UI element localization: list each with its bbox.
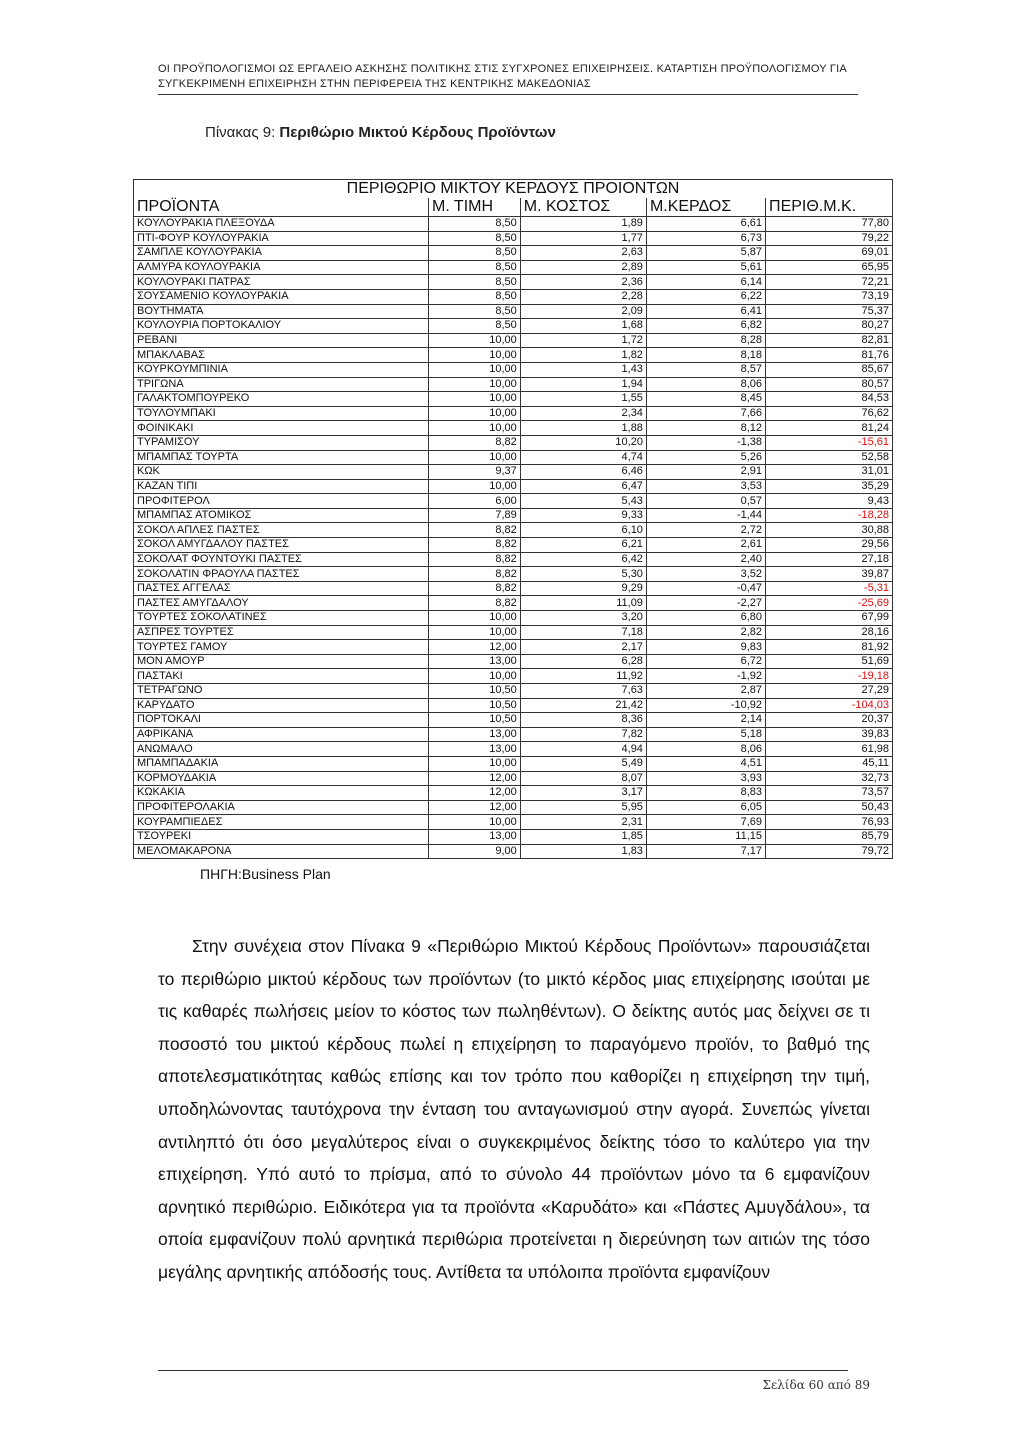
value-cell: 8,82 xyxy=(429,552,521,567)
value-cell: 8,50 xyxy=(429,289,521,304)
product-name-cell: ΚΑΡΥΔΑΤΟ xyxy=(134,698,429,713)
value-cell: 28,16 xyxy=(766,625,893,640)
value-cell: 10,00 xyxy=(429,669,521,684)
value-cell: 67,99 xyxy=(766,611,893,626)
value-cell: -104,03 xyxy=(766,698,893,713)
table-row xyxy=(134,654,893,669)
table-row xyxy=(134,742,893,757)
value-cell: 1,82 xyxy=(520,348,646,363)
table-row xyxy=(134,640,893,655)
value-cell: 31,01 xyxy=(766,465,893,480)
value-cell: 1,68 xyxy=(520,319,646,334)
table-row xyxy=(134,756,893,771)
table-row xyxy=(134,698,893,713)
value-cell: 6,61 xyxy=(646,217,765,232)
value-cell: 4,94 xyxy=(520,742,646,757)
caption-prefix: Πίνακας 9: xyxy=(205,124,280,141)
value-cell: 1,94 xyxy=(520,377,646,392)
value-cell: 7,89 xyxy=(429,508,521,523)
product-name-cell: ΡΕΒΑΝΙ xyxy=(134,333,429,348)
value-cell: 12,00 xyxy=(429,800,521,815)
product-name-cell: ΑΣΠΡΕΣ ΤΟΥΡΤΕΣ xyxy=(134,625,429,640)
product-name-cell: ΚΟΥΛΟΥΡΑΚΙ ΠΑΤΡΑΣ xyxy=(134,275,429,290)
value-cell: 13,00 xyxy=(429,654,521,669)
value-cell: 72,21 xyxy=(766,275,893,290)
table-row xyxy=(134,508,893,523)
table-row xyxy=(134,333,893,348)
product-name-cell: ΠΑΣΤΕΣ ΑΓΓΕΛΑΣ xyxy=(134,581,429,596)
product-name-cell: ΤΟΥΡΤΕΣ ΓΑΜΟΥ xyxy=(134,640,429,655)
paragraph-text: Στην συνέχεια στον Πίνακα 9 «Περιθώριο Μικτού Κέρδους Προϊόντων» παρουσιάζεται το περιθώριο μικτού κέρδους των προϊόντων (το μικτό κέρδος μιας επιχείρησης ισούται με τις καθαρές πωλήσεις μείον το κόστος των πωληθέντων). Ο δείκτης αυτός μας δείχνει σε τι ποσοστό του μικτού κέρδους πωλεί η επιχείρηση το παραγόμενο προϊόν, το βαθμό της αποτελεσματικότητας καθώς επίσης και τον τρόπο που καθορίζει η επιχείρηση την τιμή, υποδηλώνοντας ταυτόχρονα την ένταση του ανταγωνισμού στην αγορά. Συνεπώς γίνεται αντιληπτό ότι όσο μεγαλύτερος είναι ο συγκεκριμένος δείκτης τόσο το καλύτερο για την επιχείρηση. Υπό αυτό το πρίσμα, από το σύνολο 44 προϊόντων μόνο τα 6 εμφανίζουν αρνητικό περιθώριο. Ειδικότερα για τα προϊόντα «Καρυδάτο» και «Πάστες Αμυγδάλου», τα οποία εμφανίζουν πολύ αρνητικά περιθώρια προτείνεται η διερεύνηση των αιτιών της τόσο μεγάλης αρνητικής απόδοσής τους. Αντίθετα τα υπόλοιπα προϊόντα εμφανίζουν xyxy=(158,936,870,1282)
value-cell: -18,28 xyxy=(766,508,893,523)
value-cell: 80,27 xyxy=(766,319,893,334)
value-cell: 65,95 xyxy=(766,260,893,275)
value-cell: 84,53 xyxy=(766,392,893,407)
product-name-cell: ΣΟΥΣΑΜΕΝΙΟ ΚΟΥΛΟΥΡΑΚΙΑ xyxy=(134,289,429,304)
value-cell: 8,82 xyxy=(429,523,521,538)
value-cell: 9,37 xyxy=(429,465,521,480)
value-cell: 12,00 xyxy=(429,771,521,786)
product-name-cell: ΠΑΣΤΑΚΙ xyxy=(134,669,429,684)
value-cell: 85,67 xyxy=(766,362,893,377)
product-name-cell: ΤΟΥΡΤΕΣ ΣΟΚΟΛΑΤΙΝΕΣ xyxy=(134,611,429,626)
value-cell: 21,42 xyxy=(520,698,646,713)
value-cell: 30,88 xyxy=(766,523,893,538)
value-cell: 69,01 xyxy=(766,246,893,261)
table-row xyxy=(134,596,893,611)
product-name-cell: ΦΟΙΝΙΚΑΚΙ xyxy=(134,421,429,436)
value-cell: 10,50 xyxy=(429,713,521,728)
product-name-cell: ΚΟΥΛΟΥΡΙΑ ΠΟΡΤΟΚΑΛΙΟΥ xyxy=(134,319,429,334)
value-cell: -25,69 xyxy=(766,596,893,611)
value-cell: 20,37 xyxy=(766,713,893,728)
table-row xyxy=(134,567,893,582)
value-cell: 13,00 xyxy=(429,727,521,742)
product-name-cell: ΓΑΛΑΚΤΟΜΠΟΥΡΕΚΟ xyxy=(134,392,429,407)
value-cell: 3,93 xyxy=(646,771,765,786)
page-number: Σελίδα 60 από 89 xyxy=(762,1378,870,1392)
value-cell: 76,93 xyxy=(766,815,893,830)
product-name-cell: ΚΟΡΜΟΥΔΑΚΙΑ xyxy=(134,771,429,786)
value-cell: 6,10 xyxy=(520,523,646,538)
value-cell: 6,21 xyxy=(520,538,646,553)
table-row xyxy=(134,494,893,509)
value-cell: 1,77 xyxy=(520,231,646,246)
table-row xyxy=(134,231,893,246)
table-row xyxy=(134,421,893,436)
value-cell: 8,50 xyxy=(429,217,521,232)
value-cell: 6,41 xyxy=(646,304,765,319)
value-cell: 10,50 xyxy=(429,684,521,699)
value-cell: 1,88 xyxy=(520,421,646,436)
value-cell: -1,44 xyxy=(646,508,765,523)
running-header xyxy=(158,62,858,95)
value-cell: 2,36 xyxy=(520,275,646,290)
table-row xyxy=(134,538,893,553)
table-row xyxy=(134,304,893,319)
value-cell: 3,52 xyxy=(646,567,765,582)
value-cell: 8,50 xyxy=(429,231,521,246)
value-cell: 5,95 xyxy=(520,800,646,815)
value-cell: 80,57 xyxy=(766,377,893,392)
value-cell: 10,00 xyxy=(429,377,521,392)
value-cell: 6,22 xyxy=(646,289,765,304)
value-cell: 39,87 xyxy=(766,567,893,582)
value-cell: 52,58 xyxy=(766,450,893,465)
table-row xyxy=(134,246,893,261)
table-row xyxy=(134,377,893,392)
value-cell: 10,00 xyxy=(429,392,521,407)
product-name-cell: ΒΟΥΤΗΜΑΤΑ xyxy=(134,304,429,319)
product-name-cell: ΣΑΜΠΛΕ ΚΟΥΛΟΥΡΑΚΙΑ xyxy=(134,246,429,261)
value-cell: 2,40 xyxy=(646,552,765,567)
value-cell: 10,00 xyxy=(429,450,521,465)
value-cell: 2,89 xyxy=(520,260,646,275)
value-cell: 13,00 xyxy=(429,742,521,757)
product-name-cell: ΤΣΟΥΡΕΚΙ xyxy=(134,829,429,844)
table-row xyxy=(134,465,893,480)
value-cell: 2,82 xyxy=(646,625,765,640)
value-cell: 6,14 xyxy=(646,275,765,290)
value-cell: 7,63 xyxy=(520,684,646,699)
value-cell: 4,74 xyxy=(520,450,646,465)
value-cell: 82,81 xyxy=(766,333,893,348)
value-cell: 1,43 xyxy=(520,362,646,377)
table-row xyxy=(134,435,893,450)
value-cell: 10,00 xyxy=(429,406,521,421)
value-cell: 8,50 xyxy=(429,275,521,290)
value-cell: -2,27 xyxy=(646,596,765,611)
column-header: ΠΡΟΪΟΝΤΑ xyxy=(134,198,429,217)
value-cell: 10,00 xyxy=(429,348,521,363)
value-cell: 3,20 xyxy=(520,611,646,626)
value-cell: 2,87 xyxy=(646,684,765,699)
value-cell: 1,89 xyxy=(520,217,646,232)
column-header: Μ. ΚΟΣΤΟΣ xyxy=(520,198,646,217)
value-cell: 5,18 xyxy=(646,727,765,742)
product-name-cell: ΚΩΚ xyxy=(134,465,429,480)
column-header: ΠΕΡΙΘ.Μ.Κ. xyxy=(766,198,893,217)
table-header-row xyxy=(134,198,893,217)
table-row xyxy=(134,829,893,844)
product-name-cell: ΠΑΣΤΕΣ ΑΜΥΓΔΑΛΟΥ xyxy=(134,596,429,611)
product-name-cell: ΤΕΤΡΑΓΩΝΟ xyxy=(134,684,429,699)
table-row xyxy=(134,684,893,699)
value-cell: 8,50 xyxy=(429,246,521,261)
value-cell: 2,14 xyxy=(646,713,765,728)
value-cell: 27,18 xyxy=(766,552,893,567)
product-name-cell: ΠΟΡΤΟΚΑΛΙ xyxy=(134,713,429,728)
value-cell: 6,42 xyxy=(520,552,646,567)
value-cell: -15,61 xyxy=(766,435,893,450)
value-cell: 1,55 xyxy=(520,392,646,407)
product-name-cell: ΜΕΛΟΜΑΚΑΡΟΝΑ xyxy=(134,844,429,859)
caption-title: Περιθώριο Μικτού Κέρδους Προϊόντων xyxy=(279,124,556,141)
value-cell: 27,29 xyxy=(766,684,893,699)
value-cell: 13,00 xyxy=(429,829,521,844)
value-cell: 6,82 xyxy=(646,319,765,334)
value-cell: -19,18 xyxy=(766,669,893,684)
table-row xyxy=(134,581,893,596)
value-cell: 5,61 xyxy=(646,260,765,275)
value-cell: 8,06 xyxy=(646,377,765,392)
value-cell: 10,00 xyxy=(429,479,521,494)
value-cell: 79,72 xyxy=(766,844,893,859)
value-cell: 73,57 xyxy=(766,786,893,801)
product-name-cell: ΤΟΥΛΟΥΜΠΑΚΙ xyxy=(134,406,429,421)
value-cell: 81,24 xyxy=(766,421,893,436)
value-cell: 8,82 xyxy=(429,596,521,611)
value-cell: 8,83 xyxy=(646,786,765,801)
product-name-cell: ΤΡΙΓΩΝΑ xyxy=(134,377,429,392)
product-name-cell: ΚΟΥΡΑΜΠΙΕΔΕΣ xyxy=(134,815,429,830)
value-cell: 10,00 xyxy=(429,333,521,348)
value-cell: 11,92 xyxy=(520,669,646,684)
value-cell: 8,28 xyxy=(646,333,765,348)
value-cell: 61,98 xyxy=(766,742,893,757)
value-cell: 7,66 xyxy=(646,406,765,421)
table-row xyxy=(134,392,893,407)
value-cell: 2,09 xyxy=(520,304,646,319)
table-title: ΠΕΡΙΘΩΡΙΟ ΜΙΚΤΟΥ ΚΕΡΔΟΥΣ ΠΡΟΙΟΝΤΩΝ xyxy=(134,180,893,199)
value-cell: 29,56 xyxy=(766,538,893,553)
value-cell: 10,50 xyxy=(429,698,521,713)
value-cell: 6,72 xyxy=(646,654,765,669)
value-cell: 9,83 xyxy=(646,640,765,655)
value-cell: 5,49 xyxy=(520,756,646,771)
value-cell: 2,28 xyxy=(520,289,646,304)
table-row xyxy=(134,815,893,830)
value-cell: 8,36 xyxy=(520,713,646,728)
value-cell: -5,31 xyxy=(766,581,893,596)
table-row xyxy=(134,713,893,728)
value-cell: 8,82 xyxy=(429,567,521,582)
value-cell: 10,00 xyxy=(429,756,521,771)
value-cell: 1,83 xyxy=(520,844,646,859)
value-cell: 11,09 xyxy=(520,596,646,611)
value-cell: 2,34 xyxy=(520,406,646,421)
value-cell: 8,45 xyxy=(646,392,765,407)
table-row xyxy=(134,800,893,815)
value-cell: 8,06 xyxy=(646,742,765,757)
value-cell: 2,61 xyxy=(646,538,765,553)
table-row xyxy=(134,669,893,684)
value-cell: 10,00 xyxy=(429,362,521,377)
value-cell: -10,92 xyxy=(646,698,765,713)
value-cell: 3,17 xyxy=(520,786,646,801)
table-row xyxy=(134,625,893,640)
value-cell: 8,18 xyxy=(646,348,765,363)
product-name-cell: ΑΦΡΙΚΑΝΑ xyxy=(134,727,429,742)
header-line-2: ΣΥΓΚΕΚΡΙΜΕΝΗ ΕΠΙΧΕΙΡΗΣΗ ΣΤΗΝ ΠΕΡΙΦΕΡΕΙΑ ΤΗΣ ΚΕΝΤΡΙΚΗΣ ΜΑΚΕΔΟΝΙΑΣ xyxy=(158,78,591,90)
value-cell: 8,07 xyxy=(520,771,646,786)
value-cell: 8,12 xyxy=(646,421,765,436)
table-row xyxy=(134,450,893,465)
table-row xyxy=(134,406,893,421)
product-name-cell: ΑΝΩΜΑΛΟ xyxy=(134,742,429,757)
product-name-cell: ΣΟΚΟΛΑΤΙΝ ΦΡΑΟΥΛΑ ΠΑΣΤΕΣ xyxy=(134,567,429,582)
value-cell: 5,43 xyxy=(520,494,646,509)
value-cell: 8,50 xyxy=(429,260,521,275)
product-name-cell: ΚΩΚΑΚΙΑ xyxy=(134,786,429,801)
gross-margin-table xyxy=(133,179,893,859)
product-name-cell: ΜΠΑΜΠΑΣ ΤΟΥΡΤΑ xyxy=(134,450,429,465)
value-cell: 12,00 xyxy=(429,786,521,801)
value-cell: 45,11 xyxy=(766,756,893,771)
value-cell: -1,92 xyxy=(646,669,765,684)
column-header: Μ. ΤΙΜΗ xyxy=(429,198,521,217)
table-body xyxy=(134,217,893,859)
value-cell: 11,15 xyxy=(646,829,765,844)
product-name-cell: ΣΟΚΟΛΑΤ ΦΟΥΝΤΟΥΚΙ ΠΑΣΤΕΣ xyxy=(134,552,429,567)
value-cell: 7,17 xyxy=(646,844,765,859)
value-cell: 2,72 xyxy=(646,523,765,538)
value-cell: 7,69 xyxy=(646,815,765,830)
header-line-1: ΟΙ ΠΡΟΫΠΟΛΟΓΙΣΜΟΙ ΩΣ ΕΡΓΑΛΕΙΟ ΑΣΚΗΣΗΣ ΠΟΛΙΤΙΚΗΣ ΣΤΙΣ ΣΥΓΧΡΟΝΕΣ ΕΠΙΧΕΙΡΗΣΕΙΣ. ΚΑΤΑΡΤΙΣΗ ΠΡΟΫΠΟΛΟΓΙΣΜΟΥ ΓΙΑ xyxy=(158,63,847,75)
footer-divider xyxy=(158,1370,848,1371)
value-cell: 10,00 xyxy=(429,421,521,436)
value-cell: 1,72 xyxy=(520,333,646,348)
column-header: Μ.ΚΕΡΔΟΣ xyxy=(646,198,765,217)
product-name-cell: ΜΟΝ ΑΜΟΥΡ xyxy=(134,654,429,669)
value-cell: 76,62 xyxy=(766,406,893,421)
value-cell: 39,83 xyxy=(766,727,893,742)
value-cell: 10,20 xyxy=(520,435,646,450)
table-row xyxy=(134,611,893,626)
value-cell: 9,33 xyxy=(520,508,646,523)
product-name-cell: ΚΑΖΑΝ ΤΙΠΙ xyxy=(134,479,429,494)
value-cell: 7,18 xyxy=(520,625,646,640)
value-cell: 12,00 xyxy=(429,640,521,655)
value-cell: 79,22 xyxy=(766,231,893,246)
value-cell: 5,87 xyxy=(646,246,765,261)
value-cell: -1,38 xyxy=(646,435,765,450)
value-cell: 4,51 xyxy=(646,756,765,771)
product-name-cell: ΣΟΚΟΛ ΑΠΛΕΣ ΠΑΣΤΕΣ xyxy=(134,523,429,538)
value-cell: 8,57 xyxy=(646,362,765,377)
product-name-cell: ΜΠΑΚΛΑΒΑΣ xyxy=(134,348,429,363)
value-cell: 8,50 xyxy=(429,319,521,334)
value-cell: 6,73 xyxy=(646,231,765,246)
value-cell: 8,82 xyxy=(429,435,521,450)
value-cell: 51,69 xyxy=(766,654,893,669)
value-cell: 73,19 xyxy=(766,289,893,304)
table-row xyxy=(134,217,893,232)
value-cell: 9,43 xyxy=(766,494,893,509)
product-name-cell: ΠΡΟΦΙΤΕΡΟΛΑΚΙΑ xyxy=(134,800,429,815)
value-cell: 77,80 xyxy=(766,217,893,232)
table-row xyxy=(134,348,893,363)
value-cell: 10,00 xyxy=(429,611,521,626)
table-row xyxy=(134,275,893,290)
table-row xyxy=(134,260,893,275)
table-row xyxy=(134,552,893,567)
value-cell: 8,82 xyxy=(429,581,521,596)
value-cell: 35,29 xyxy=(766,479,893,494)
product-name-cell: ΚΟΥΡΚΟΥΜΠΙΝΙΑ xyxy=(134,362,429,377)
value-cell: 6,47 xyxy=(520,479,646,494)
table-row xyxy=(134,786,893,801)
product-name-cell: ΚΟΥΛΟΥΡΑΚΙΑ ΠΛΕΞΟΥΔΑ xyxy=(134,217,429,232)
table-row xyxy=(134,362,893,377)
table-row xyxy=(134,289,893,304)
table-row xyxy=(134,844,893,859)
value-cell: 6,46 xyxy=(520,465,646,480)
value-cell: 6,28 xyxy=(520,654,646,669)
value-cell: 2,17 xyxy=(520,640,646,655)
product-name-cell: ΤΥΡΑΜΙΣΟΥ xyxy=(134,435,429,450)
value-cell: 81,92 xyxy=(766,640,893,655)
value-cell: 10,00 xyxy=(429,815,521,830)
value-cell: 32,73 xyxy=(766,771,893,786)
value-cell: 2,31 xyxy=(520,815,646,830)
value-cell: 50,43 xyxy=(766,800,893,815)
value-cell: 81,76 xyxy=(766,348,893,363)
table-row xyxy=(134,523,893,538)
value-cell: -0,47 xyxy=(646,581,765,596)
product-name-cell: ΠΤΙ-ΦΟΥΡ ΚΟΥΛΟΥΡΑΚΙΑ xyxy=(134,231,429,246)
product-name-cell: ΜΠΑΜΠΑΣ ΑΤΟΜΙΚΟΣ xyxy=(134,508,429,523)
value-cell: 85,79 xyxy=(766,829,893,844)
value-cell: 8,50 xyxy=(429,304,521,319)
table-row xyxy=(134,727,893,742)
value-cell: 0,57 xyxy=(646,494,765,509)
value-cell: 2,63 xyxy=(520,246,646,261)
product-name-cell: ΣΟΚΟΛ ΑΜΥΓΔΑΛΟΥ ΠΑΣΤΕΣ xyxy=(134,538,429,553)
value-cell: 9,29 xyxy=(520,581,646,596)
value-cell: 9,00 xyxy=(429,844,521,859)
table-source: ΠΗΓΗ:Business Plan xyxy=(200,866,331,882)
value-cell: 75,37 xyxy=(766,304,893,319)
value-cell: 7,82 xyxy=(520,727,646,742)
value-cell: 5,30 xyxy=(520,567,646,582)
value-cell: 3,53 xyxy=(646,479,765,494)
product-name-cell: ΑΛΜΥΡΑ ΚΟΥΛΟΥΡΑΚΙΑ xyxy=(134,260,429,275)
value-cell: 10,00 xyxy=(429,625,521,640)
product-name-cell: ΠΡΟΦΙΤΕΡΟΛ xyxy=(134,494,429,509)
value-cell: 1,85 xyxy=(520,829,646,844)
table-row xyxy=(134,771,893,786)
value-cell: 6,00 xyxy=(429,494,521,509)
table-caption xyxy=(205,124,556,141)
value-cell: 6,05 xyxy=(646,800,765,815)
value-cell: 5,26 xyxy=(646,450,765,465)
table-row xyxy=(134,479,893,494)
body-paragraph xyxy=(158,930,870,1289)
value-cell: 6,80 xyxy=(646,611,765,626)
value-cell: 8,82 xyxy=(429,538,521,553)
product-name-cell: ΜΠΑΜΠΑΔΑΚΙΑ xyxy=(134,756,429,771)
table-row xyxy=(134,319,893,334)
value-cell: 2,91 xyxy=(646,465,765,480)
